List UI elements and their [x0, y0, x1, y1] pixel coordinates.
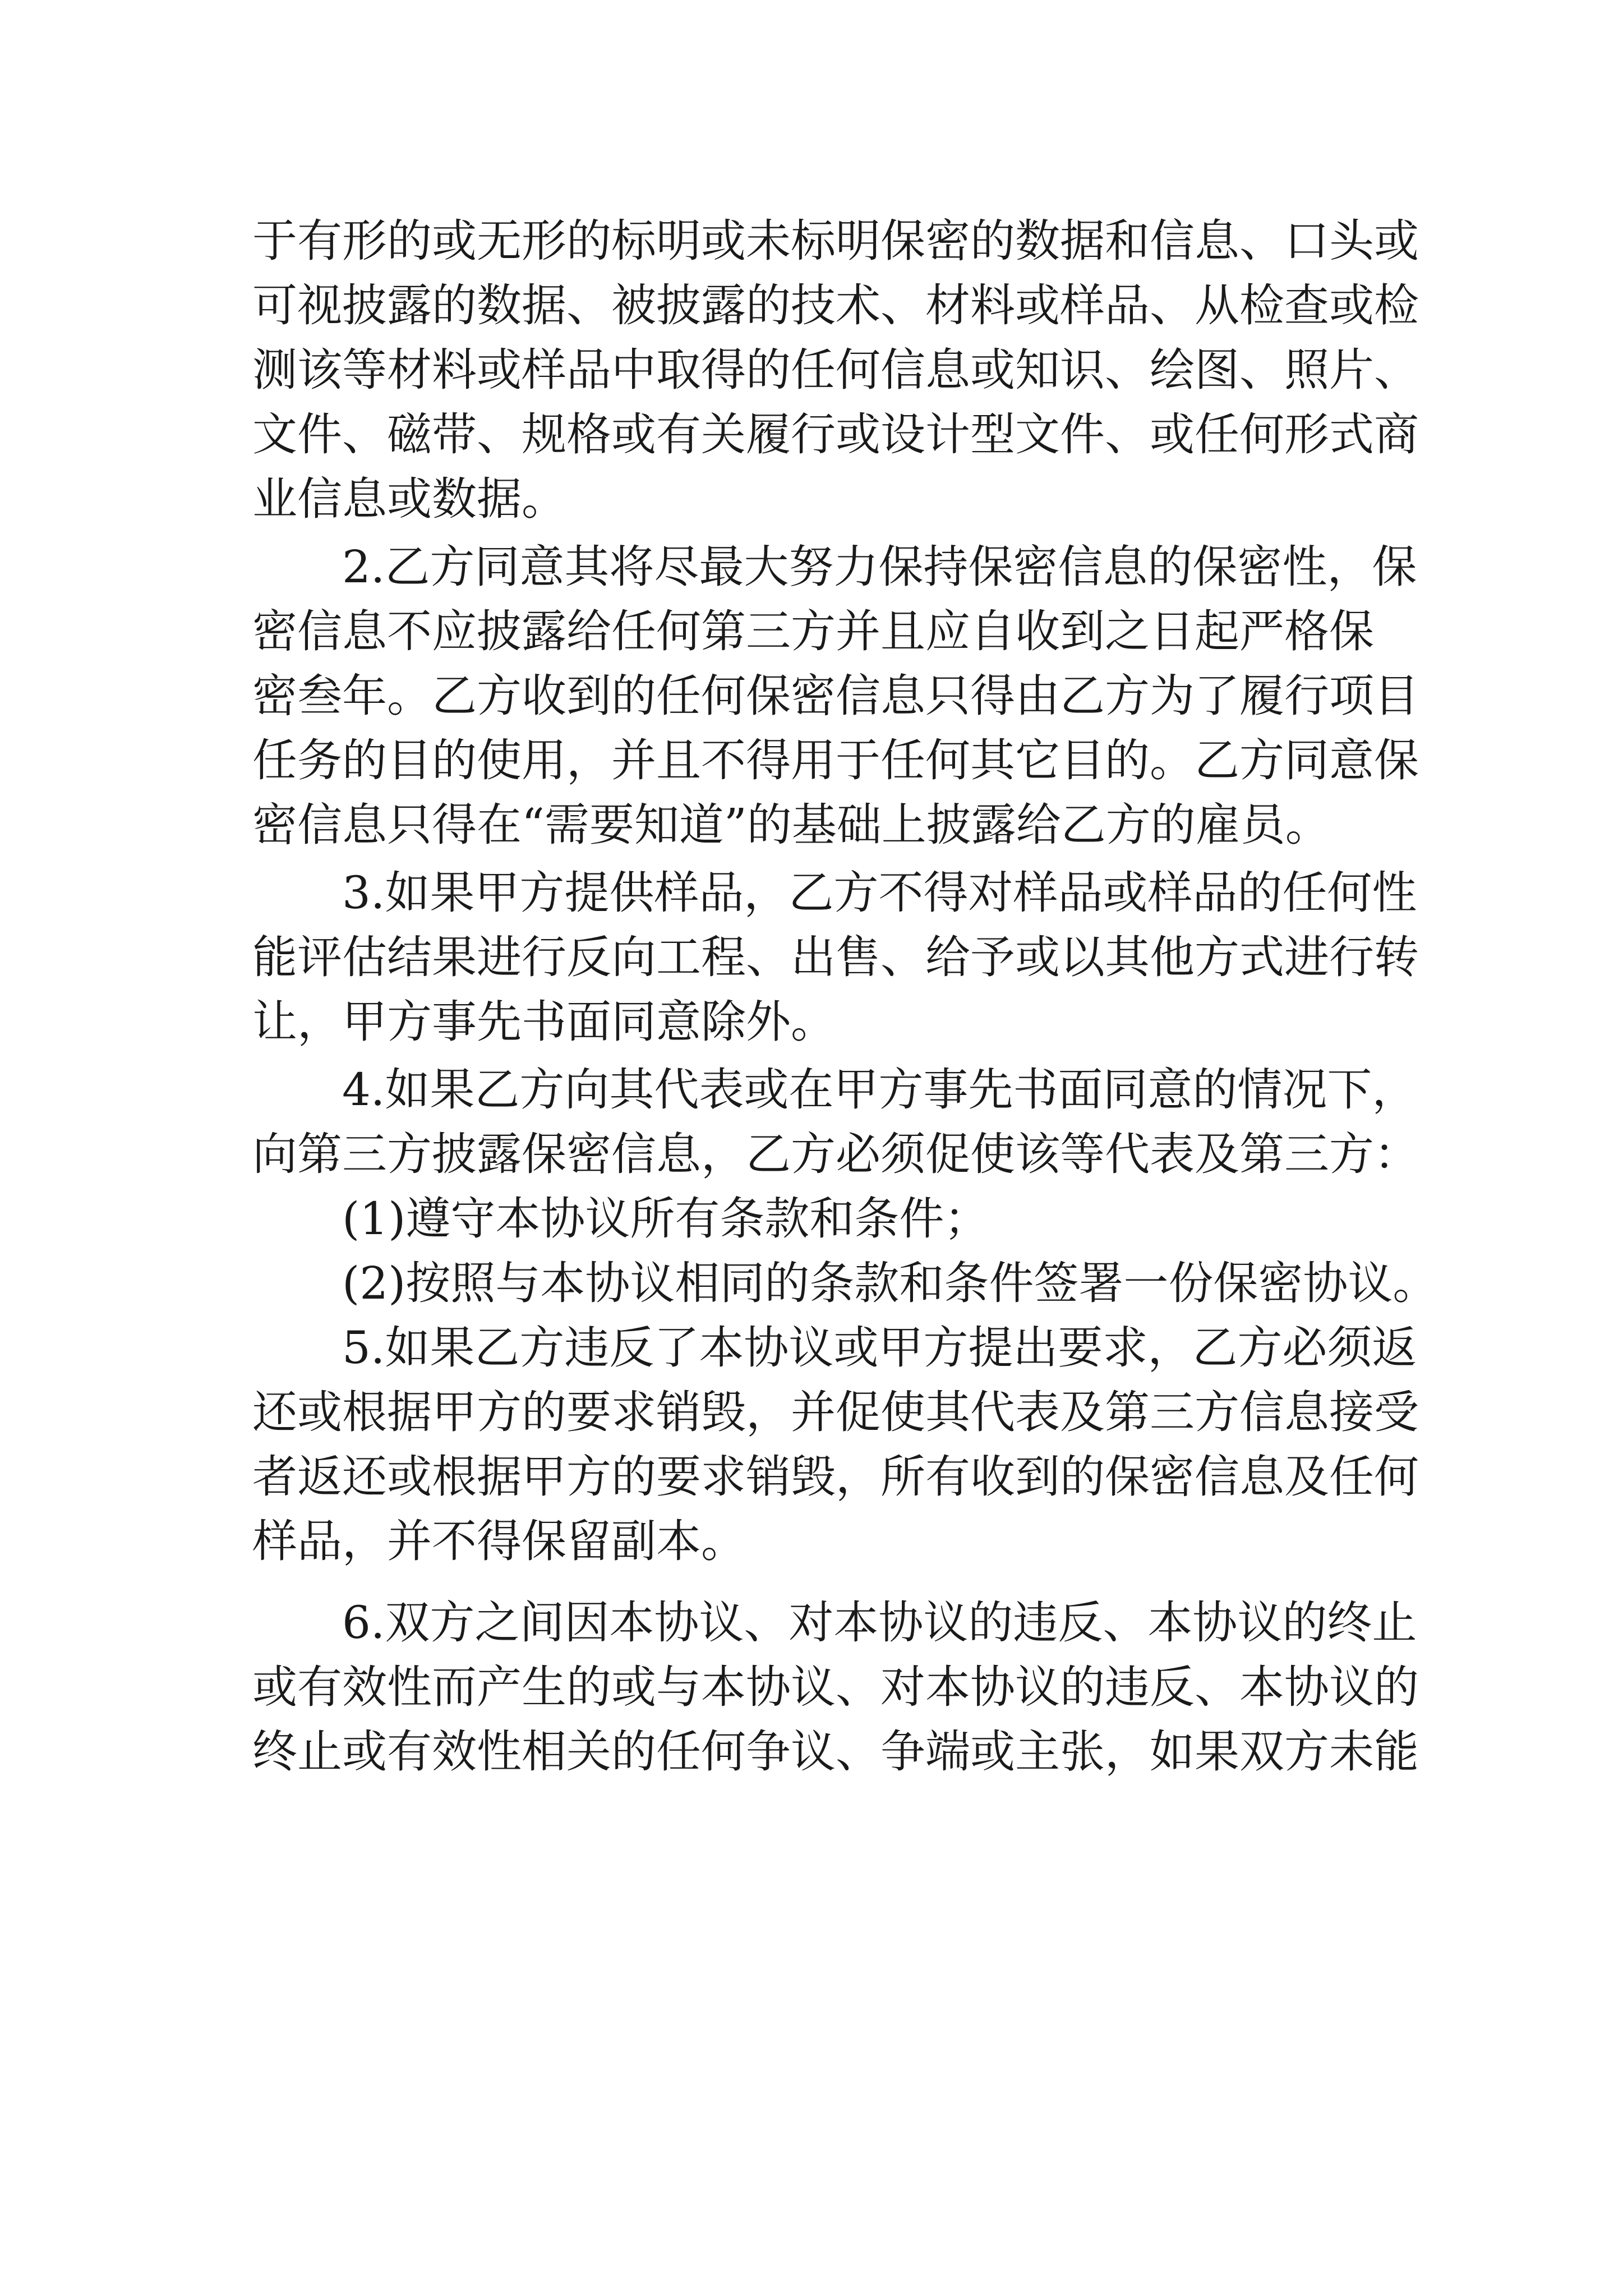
text-line: 可视披露的数据、被披露的技术、材料或样品、从检查或检 [252, 279, 1419, 332]
text-line: 或有效性而产生的或与本协议、对本协议的违反、本协议的 [252, 1661, 1419, 1713]
text-line: 密信息只得在“需要知道”的基础上披露给乙方的雇员。 [252, 799, 1330, 851]
clause-4-line: 4.如果乙方向其代表或在甲方事先书面同意的情况下， [252, 1064, 1417, 1116]
clause-5-line: 5.如果乙方违反了本协议或甲方提出要求，乙方必须返 [252, 1322, 1417, 1374]
text-line: 向第三方披露保密信息，乙方必须促使该等代表及第三方： [252, 1128, 1419, 1180]
text-line: 任务的目的使用，并且不得用于任何其它目的。乙方同意保 [252, 734, 1419, 786]
sub-item-2: (2)按照与本协议相同的条款和条件签署一份保密协议。 [252, 1257, 1438, 1309]
clause-6-line: 6.双方之间因本协议、对本协议的违反、本协议的终止 [252, 1596, 1417, 1649]
clause-3-line: 3.如果甲方提供样品，乙方不得对样品或样品的任何性 [252, 867, 1417, 919]
text-line: 终止或有效性相关的任何争议、争端或主张，如果双方未能 [252, 1726, 1419, 1778]
text-line: 业信息或数据。 [252, 473, 566, 525]
text-line: 测该等材料或样品中取得的任何信息或知识、绘图、照片、 [252, 344, 1419, 396]
sub-item-1: (1)遵守本协议所有条款和条件； [252, 1193, 989, 1245]
text-line: 者返还或根据甲方的要求销毁，所有收到的保密信息及任何 [252, 1451, 1419, 1503]
text-line: 密叁年。乙方收到的任何保密信息只得由乙方为了履行项目 [252, 670, 1419, 722]
text-line: 于有形的或无形的标明或未标明保密的数据和信息、口头或 [252, 215, 1419, 267]
document-body [252, 209, 1438, 1784]
text-line: 还或根据甲方的要求销毁，并促使其代表及第三方信息接受 [252, 1386, 1419, 1438]
text-line: 密信息不应披露给任何第三方并且应自收到之日起严格保 [252, 605, 1374, 657]
text-line: 文件、磁带、规格或有关履行或设计型文件、或任何形式商 [252, 408, 1419, 461]
text-line: 让，甲方事先书面同意除外。 [252, 996, 836, 1048]
text-line: 能评估结果进行反向工程、出售、给予或以其他方式进行转 [252, 931, 1419, 983]
text-line: 样品，并不得保留副本。 [252, 1515, 746, 1567]
clause-2-line: 2.乙方同意其将尽最大努力保持保密信息的保密性，保 [252, 541, 1417, 593]
